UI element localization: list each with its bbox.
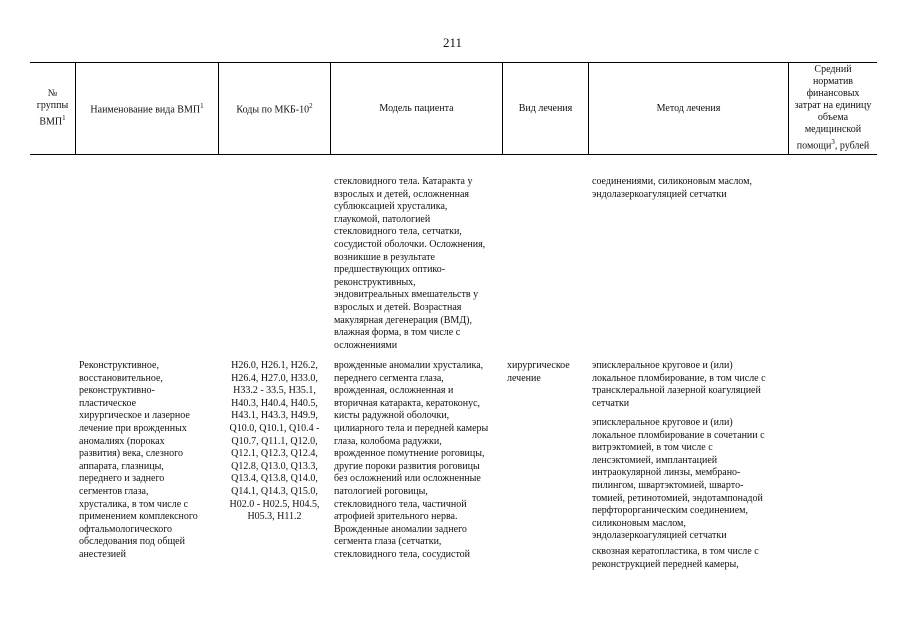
page-number: 211 — [442, 35, 463, 50]
header-treatment-method — [589, 63, 788, 154]
header-vmp-name-text: Наименование вида ВМП — [90, 104, 201, 116]
header-vmp-name — [76, 63, 218, 154]
header-treatment-type — [503, 63, 588, 154]
row1-patient-model: стекловидного тела. Катаракта у взрослых и детей, осложненная сублюксацией хрусталика, глаукомой, патологией стекловидного тела, сетчатки, сосудистой оболочки. Осложнения, возникшие в результате предшествующих оптико- реконструктивных, эндовитреальных вмешательств у взрослых и детей. Возрастная макулярная дегенерация (ВМД), влажная форма, в том числе с осложнениями — [334, 176, 486, 351]
row2-treatment-type: хирургическое лечение — [507, 360, 570, 384]
table-header-bottom-rule — [30, 154, 877, 155]
row2-treatment-method-3: сквозная кератопластика, в том числе с реконструкцией передней камеры, — [592, 546, 759, 570]
header-vmp-name-footnote: 1 — [200, 102, 204, 111]
header-patient-model-text: Модель пациента — [379, 102, 454, 114]
row2-treatment-method-1: эписклеральное круговое и (или) локальное пломбирование, в том числе с трансклеральной лазерной коагуляцией сетчатки — [592, 360, 766, 409]
row2-vmp-name: Реконструктивное, восстановительное, реконструктивно- пластическое хирургическое и лазерное лечение при врожденных аномалиях (пороках развития) века, слезного аппарата, глазницы, переднего и заднего сегментов глаза, хрусталика, в том числе с применением комплексного офтальмологического обследования под общей анестезией — [79, 360, 198, 560]
header-group-number — [30, 63, 75, 154]
header-treatment-method-text: Метод лечения — [656, 102, 721, 114]
row2-icd-codes: H26.0, H26.1, H26.2, H26.4, H27.0, H33.0, H33.2 - 33.5, H35.1, H40.3, H40.4, H40.5, H43.1, H43.3, H49.9, Q10.0, Q10.1, Q10.4 - Q10.7, Q11.1, Q12.0, Q12.1, Q12.3, Q12.4, Q12.8, Q13.0, Q13.3, Q13.4, Q13.8, Q14.0, Q14.1, Q14.3, Q15.0, H02.0 - H02.5, H04.5, H05.3, H11.2 — [229, 360, 320, 523]
row2-treatment-method-2: эписклеральное круговое и (или) локальное пломбирование в сочетании с витрэктомией, в том числе с ленсэктомией, имплантацией интраокулярной линзы, мембрано- пилингом, швартэктомией, швартo- томией, ретинотомией, эндотампонадой перфторорганическим соединением, силиконовым маслом, эндолазеркоагуляцией сетчатки — [592, 417, 765, 542]
header-patient-model — [331, 63, 502, 154]
header-treatment-type-text: Вид лечения — [518, 102, 573, 114]
header-cost-norm-text: Средний норматив финансовых затрат на единицу объема медицинской помощи — [794, 64, 872, 152]
header-icd-codes — [219, 63, 330, 154]
row2-patient-model: врожденные аномалии хрусталика, переднего сегмента глаза, врожденная, осложненная и вторичная катаракта, кератоконус, кисты радужной оболочки, цилиарного тела и передней камеры глаза, колобома радужки, врожденное помутнение роговицы, другие пороки развития роговицы без осложнений или осложненные патологией роговицы, стекловидного тела, частичной атрофией зрительного нерва. Врожденные аномалии заднего сегмента глаза (сетчатки, стекловидного тела, сосудистой — [334, 360, 489, 560]
row1-treatment-method: соединениями, силиконовым маслом, эндолазеркоагуляцией сетчатки — [592, 176, 752, 200]
header-group-footnote: 1 — [62, 114, 66, 123]
header-icd-codes-text: Коды по МКБ-10 — [236, 104, 310, 116]
header-group-text: № группы ВМП — [36, 88, 69, 128]
header-cost-norm-tail: , рублей — [834, 140, 870, 152]
header-icd-codes-footnote: 2 — [309, 102, 313, 111]
header-cost-norm — [789, 63, 877, 154]
header-cost-norm-footnote: 3 — [831, 138, 835, 147]
